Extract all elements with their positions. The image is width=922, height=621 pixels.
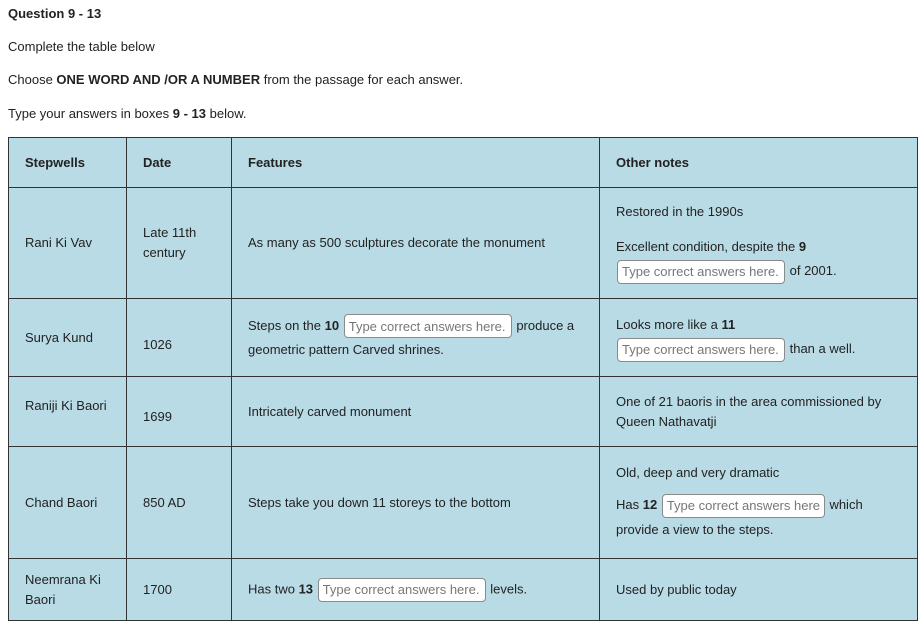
stepwell-notes [600,188,918,299]
stepwell-notes [600,447,918,559]
question-heading: Question 9 - 13 [8,6,102,21]
stepwell-notes: One of 21 baoris in the area commissioned by Queen Nathavatji [600,377,918,447]
instruction-complete: Complete the table below [8,39,155,54]
notes-line: Restored in the 1990s [616,204,744,220]
stepwell-date: Late 11th century [127,188,232,299]
notes-line: Old, deep and very dramatic [616,465,780,481]
answer-input-9[interactable] [617,260,785,284]
stepwell-features: Has two 13 Type correct answers here. levels. [232,559,600,621]
stepwell-notes: Looks more like a 11 Type correct answers here. than a well. [600,299,918,377]
stepwell-name: Raniji Ki Baori [9,377,127,447]
answer-input-12[interactable] [662,494,825,518]
instruction-type: Type your answers in boxes 9 - 13 below. [8,106,247,121]
column-header-features: Features [232,138,600,188]
column-header-other-notes: Other notes [600,138,918,188]
stepwell-features: Steps on the 10 Type correct answers here. produce a geometric pattern Carved shrines. [232,299,600,377]
stepwell-date: 1026 [127,299,232,377]
stepwell-date: 850 AD [127,447,232,559]
instruction-choose: Choose ONE WORD AND /OR A NUMBER from the passage for each answer. [8,72,464,87]
table-row [9,377,918,447]
notes-line: Has 12 Type correct answers here. which provide a view to the steps. [616,493,901,542]
stepwell-notes: Used by public today [600,559,918,621]
stepwell-name: Surya Kund [9,299,127,377]
stepwells-table [8,137,918,621]
table-row [9,559,918,621]
stepwell-features: Steps take you down 11 storeys to the bottom [232,447,600,559]
answer-input-13[interactable] [318,578,486,602]
stepwell-name: Rani Ki Vav [9,188,127,299]
stepwell-name: Chand Baori [9,447,127,559]
stepwell-name: Neemrana Ki Baori [9,559,127,621]
table-header-row [9,138,918,188]
stepwell-date: 1699 [127,377,232,447]
stepwell-features: Intricately carved monument [232,377,600,447]
table-row [9,299,918,377]
answer-input-11[interactable] [617,338,785,362]
notes-line: Excellent condition, despite the 9 Type correct answers here. of 2001. [616,235,901,284]
table-row [9,447,918,559]
column-header-stepwells: Stepwells [9,138,127,188]
stepwell-features: As many as 500 sculptures decorate the monument [232,188,600,299]
column-header-date: Date [127,138,232,188]
stepwell-date: 1700 [127,559,232,621]
table-row [9,188,918,299]
answer-input-10[interactable] [344,314,512,338]
